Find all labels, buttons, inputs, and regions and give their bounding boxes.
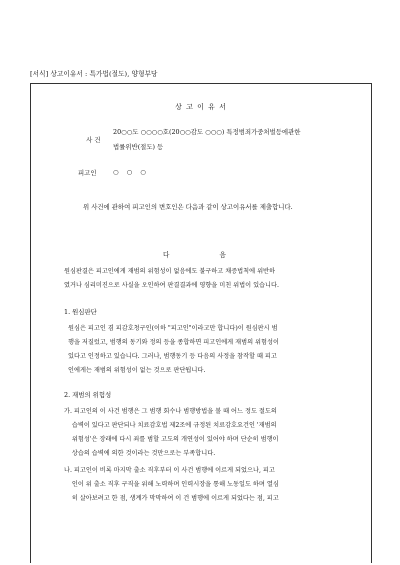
section2-heading: 2. 재범의 위험성 [64, 391, 112, 399]
section1-line: 원심은 피고인 겸 피감호청구인(이하 "피고인"이라고만 합니다)이 원심판시 범 [68, 325, 278, 332]
item-ga-line: 위험성'은 장래에 다시 죄를 범할 고도의 개연성이 있어야 하며 단순히 범행이 [64, 436, 279, 443]
intro-text: 위 사건에 관하여 피고인의 변호인은 다음과 같이 상고이유서를 제출합니다. [83, 203, 293, 211]
case-label [78, 127, 118, 152]
section1-line: 있다고 인정하고 있습니다. 그러나, 범행동기 등 다음의 사정을 참작할 때 피고 [68, 353, 277, 360]
item-na-line: 인이 위 출소 직후 구직을 위해 노력하며 인력시장을 통해 노동일도 하며 열심 [64, 481, 279, 488]
defendant-value: ○ ○ ○ [113, 168, 149, 176]
case-value [113, 127, 300, 151]
item-ga-line: 습벽이 있다고 판단되나 치료감호법 제2조에 규정된 치료감호요건인 '재범의 [64, 422, 277, 429]
case-value-line1: 20○○도 ○○○○호(20○○감도 ○○○) 특정범죄가중처벌등에관한 [113, 128, 301, 136]
item-na-line: 나. 피고인이 비록 마지막 출소 직후부터 이 사건 범행에 이르게 되었으나, 피고 [64, 467, 275, 474]
defendant-label: 피고인 [78, 169, 97, 177]
da-eum-heading: 다 음 [163, 251, 250, 259]
case-value-line2: 법률위반(절도) 등 [113, 143, 164, 151]
item-ga-line: 가. 피고인의 이 사건 범행은 그 범행 회수나 범행방법을 볼 때 어느 정도 절도의 [64, 408, 277, 415]
section1-heading: 1. 원심판단 [64, 308, 97, 316]
case-label-text: 사 건 [86, 136, 101, 144]
document-frame [30, 83, 372, 563]
document-title: 상 고 이 유 서 [175, 103, 227, 111]
section1-line: 인에게는 재범의 위험성이 없는 것으로 판단됩니다. [68, 367, 206, 374]
item-ga-line: 상습의 습벽에 의한 것이라는 것만으로는 부족합니다. [64, 450, 216, 457]
item-na-line: 히 살아보려고 한 점, 생계가 막막하여 이 건 범행에 이르게 되었다는 점, 피고 [64, 495, 279, 502]
summary-line: 원심판결은 피고인에게 재범의 위험성이 없음에도 불구하고 채증법칙에 위반하 [64, 268, 276, 275]
form-caption: [서식] 상고이유서 : 특가법(절도), 양형부당 [30, 70, 158, 78]
summary-line: 였거나 심리미진으로 사실을 오인하여 판결결과에 영향을 미친 위법이 있습니다. [64, 282, 279, 289]
section1-line: 행을 저질렀고, 범행의 동기와 정의 등을 종합하면 피고인에게 재범의 위험성이 [68, 339, 279, 346]
